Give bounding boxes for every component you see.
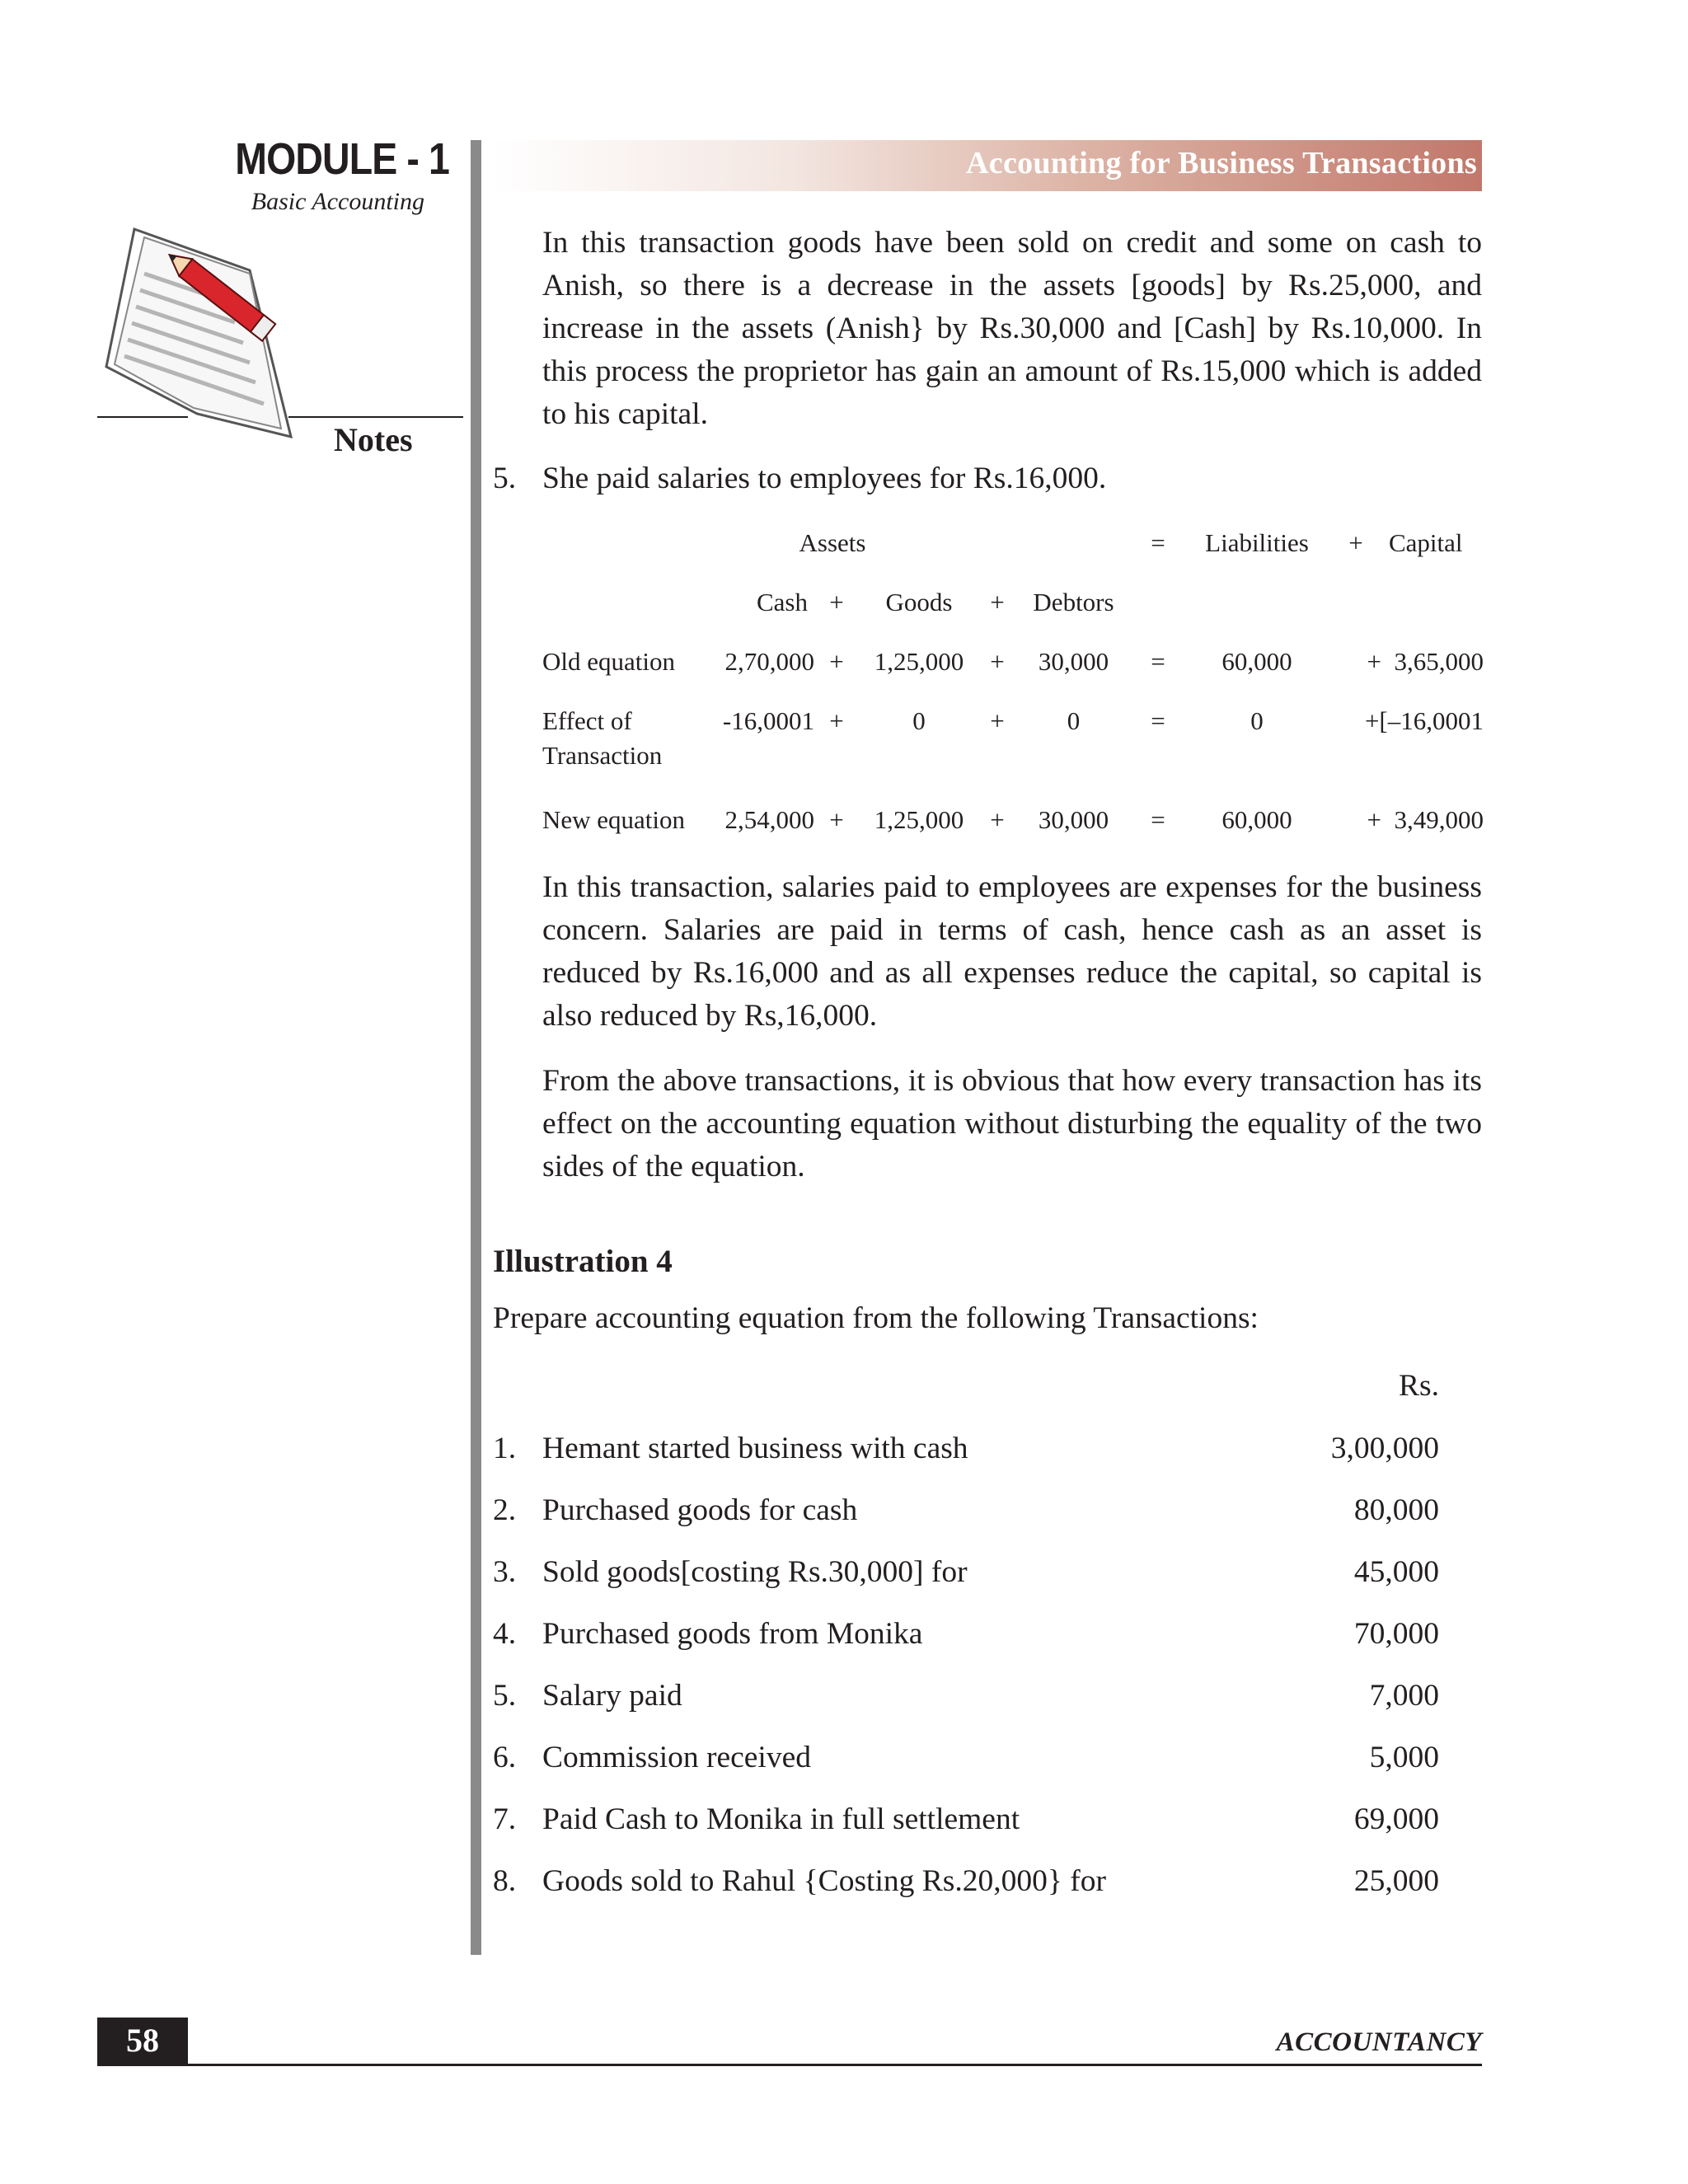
- transaction-amount: 5,000: [1369, 1741, 1439, 1774]
- transaction-row: [493, 1613, 1439, 1656]
- amount-column-header: Rs.: [1399, 1369, 1439, 1403]
- transaction-number: 3.: [493, 1555, 517, 1589]
- notes-label: Notes: [334, 421, 413, 458]
- notes-pencil-icon: [95, 223, 309, 462]
- notes-rule-right: [288, 416, 463, 418]
- footer-rule: [97, 2064, 1482, 2066]
- header-capital: Capital: [1389, 528, 1463, 557]
- row-label: Effect of: [542, 706, 632, 735]
- op-equals: =: [1151, 647, 1165, 676]
- cell-debtors: 30,000: [1038, 805, 1109, 834]
- transaction-amount: 80,000: [1353, 1493, 1439, 1527]
- op-plus: +: [829, 647, 844, 676]
- cell-capital: +[–16,0001: [1364, 706, 1484, 735]
- row-label: Old equation: [542, 647, 675, 676]
- cell-cash: -16,0001: [722, 706, 814, 735]
- header-plus: +: [1348, 528, 1363, 557]
- cell-goods: 1,25,000: [874, 647, 964, 676]
- transaction-text: Hemant started business with cash: [542, 1432, 968, 1465]
- transaction-row: [493, 1860, 1439, 1903]
- margin-divider: [471, 140, 481, 1955]
- header-plus-2: +: [990, 588, 1005, 616]
- transaction-number: 4.: [493, 1617, 517, 1651]
- transaction-amount: 3,00,000: [1330, 1432, 1439, 1465]
- transaction-row: [493, 1489, 1439, 1532]
- paragraph-summary: From the above transactions, it is obvious that how every transaction has its effect on the accounting equation without disturbing the equality of the two sides of the equation.: [542, 1064, 1482, 1183]
- cell-cash: 2,70,000: [724, 647, 814, 676]
- transaction-row: [493, 1798, 1439, 1841]
- item-number: 5.: [493, 462, 517, 495]
- cell-liabilities: 60,000: [1221, 805, 1292, 834]
- header-cash: Cash: [757, 588, 808, 616]
- header-debtors: Debtors: [1033, 588, 1114, 616]
- transaction-amount: 25,000: [1353, 1864, 1439, 1898]
- header-liabilities: Liabilities: [1205, 528, 1309, 557]
- header-assets: Assets: [799, 528, 866, 557]
- header-goods: Goods: [885, 588, 953, 616]
- transaction-text: Paid Cash to Monika in full settlement: [542, 1802, 1020, 1836]
- transaction-row: [493, 1675, 1439, 1718]
- transaction-number: 6.: [493, 1741, 517, 1774]
- header-equals: =: [1151, 528, 1165, 557]
- op-equals: =: [1151, 706, 1165, 735]
- row-label-line2: Transaction: [542, 741, 663, 770]
- transaction-number: 5.: [493, 1679, 517, 1713]
- cell-liabilities: 60,000: [1221, 647, 1292, 676]
- module-subtitle: Basic Accounting: [251, 188, 424, 215]
- page-number: 58: [97, 2018, 188, 2064]
- transaction-amount: 70,000: [1353, 1617, 1439, 1651]
- cell-cash: 2,54,000: [724, 805, 814, 834]
- cell-debtors: 30,000: [1038, 647, 1109, 676]
- illustration-description: Prepare accounting equation from the following Transactions:: [493, 1301, 1259, 1335]
- cell-liabilities: 0: [1250, 706, 1264, 735]
- notes-rule-left: [97, 416, 188, 418]
- transaction-amount: 69,000: [1353, 1802, 1439, 1836]
- transaction-text: Goods sold to Rahul {Costing Rs.20,000} for: [542, 1864, 1106, 1898]
- transaction-text: Purchased goods for cash: [542, 1493, 858, 1527]
- op-plus: +: [990, 805, 1005, 834]
- cell-goods: 0: [912, 706, 926, 735]
- transaction-text: Purchased goods from Monika: [542, 1617, 923, 1651]
- transaction-row: [493, 1736, 1439, 1779]
- footer-subject: ACCOUNTANCY: [1276, 2027, 1482, 2057]
- transaction-text: Salary paid: [542, 1679, 682, 1713]
- transaction-number: 8.: [493, 1864, 517, 1898]
- chapter-banner: [493, 140, 1482, 191]
- chapter-title: Accounting for Business Transactions: [966, 146, 1477, 180]
- item-text: She paid salaries to employees for Rs.16,000.: [542, 462, 1107, 495]
- cell-debtors: 0: [1067, 706, 1081, 735]
- cell-capital: + 3,65,000: [1367, 647, 1484, 676]
- cell-capital: + 3,49,000: [1367, 805, 1484, 834]
- paragraph-transaction-4-explanation: In this transaction goods have been sold on credit and some on cash to Anish, so there is a decrease in the assets [goods] by Rs.25,000, and increase in the assets (Anish} by Rs.30,000 and [Cash] by Rs.10,000. In this process the proprietor has gain an amount of Rs.15,000 which is added to his capital.: [542, 226, 1482, 431]
- transaction-amount: 7,000: [1369, 1679, 1439, 1713]
- transaction-number: 1.: [493, 1432, 517, 1465]
- transaction-number: 7.: [493, 1802, 517, 1836]
- transaction-text: Sold goods[costing Rs.30,000] for: [542, 1555, 968, 1589]
- illustration-title: Illustration 4: [493, 1244, 673, 1279]
- row-label: New equation: [542, 805, 686, 834]
- op-equals: =: [1151, 805, 1165, 834]
- cell-goods: 1,25,000: [874, 805, 964, 834]
- transaction-number: 2.: [493, 1493, 517, 1527]
- op-plus: +: [990, 647, 1005, 676]
- op-plus: +: [829, 805, 844, 834]
- header-plus-1: +: [829, 588, 844, 616]
- transaction-text: Commission received: [542, 1741, 811, 1774]
- op-plus: +: [990, 706, 1005, 735]
- op-plus: +: [829, 706, 844, 735]
- transaction-row: [493, 1551, 1439, 1594]
- transaction-amount: 45,000: [1353, 1555, 1439, 1589]
- transaction-row: [493, 1427, 1439, 1470]
- module-title: MODULE - 1: [235, 134, 449, 184]
- paragraph-salaries-explanation: In this transaction, salaries paid to employees are expenses for the business concern. Salaries are paid in terms of cash, hence cash as an asset is reduced by Rs.16,000 and as all expenses reduce the capital, so capital is also reduced by Rs,16,000.: [542, 870, 1482, 1033]
